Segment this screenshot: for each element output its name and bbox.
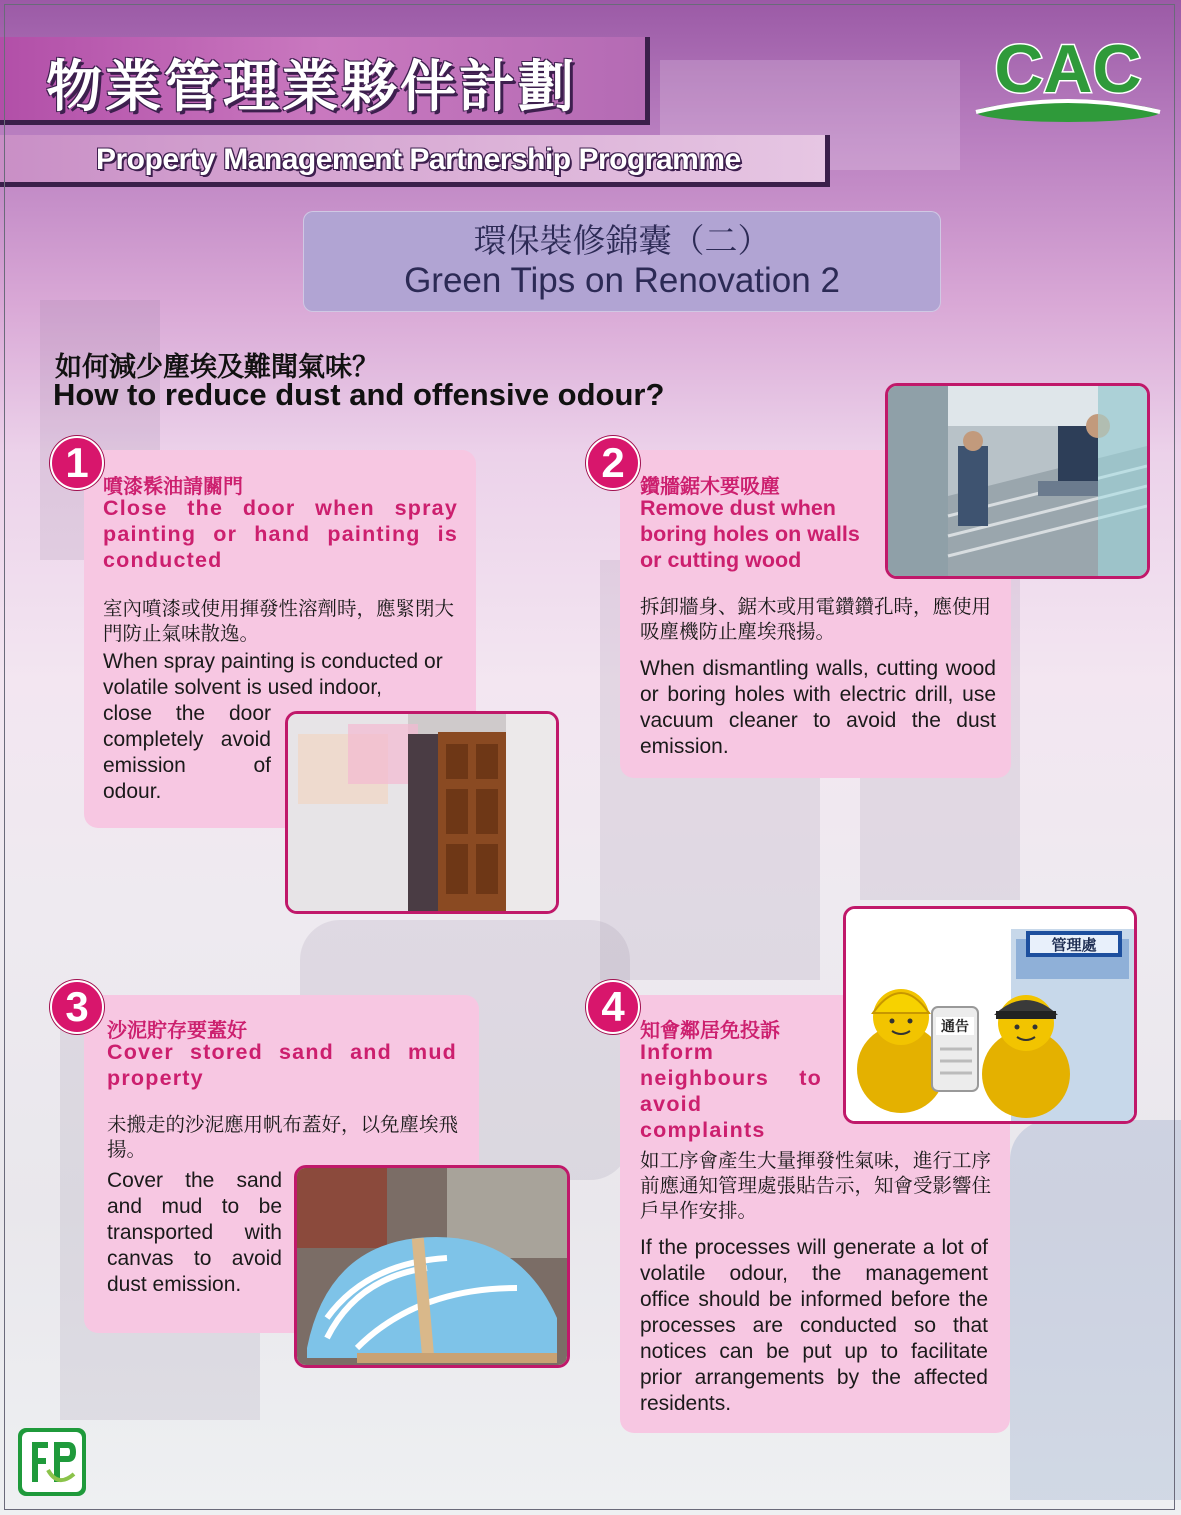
- tip-number-2: 2: [586, 436, 640, 490]
- tip-number-3: 3: [50, 980, 104, 1034]
- tip-1-body-zh: 室內噴漆或使用揮發性溶劑時，應緊閉大門防止氣味散逸。: [103, 597, 455, 645]
- tip-4-body-zh: 如工序會產生大量揮發性氣味，進行工序前應通知管理處張貼告示，知會受影響住戶早作安排。: [640, 1149, 992, 1222]
- question-zh: 如何減少塵埃及難聞氣味？: [55, 352, 379, 383]
- epd-logo: [18, 1428, 86, 1496]
- tip-1-body-en-b: close the door completely avoid emission of odour.: [103, 702, 271, 803]
- photo-stairs: [885, 383, 1150, 579]
- bg-worker: [1010, 1120, 1181, 1500]
- page-title-en: Property Management Partnership Programme: [96, 143, 741, 176]
- cac-logo-text: CAC: [994, 31, 1142, 107]
- tip-4-body-en: If the processes will generate a lot of volatile odour, the management office should be informed before the processes are conducted so that notices can be put up to facilitate prior arrangements by the affected residents.: [640, 1236, 988, 1415]
- illustration-management-office: [843, 906, 1137, 1124]
- tip-4-heading-en: Inform neighbours to avoid complaints: [640, 1040, 822, 1142]
- banner-title-zh: 環保裝修錦囊（二）: [473, 221, 771, 260]
- tip-3-body-zh: 未搬走的沙泥應用帆布蓋好，以免塵埃飛揚。: [107, 1113, 459, 1161]
- stairs-illustration: [888, 386, 1147, 576]
- tip-number-1: 1: [50, 436, 104, 490]
- tip-number-4: 4: [586, 980, 640, 1034]
- tip-1-heading-zh: 噴漆髹油請關門: [103, 474, 243, 498]
- tip-3-heading-en: Cover stored sand and mud property: [107, 1040, 457, 1090]
- photo-door: [285, 711, 559, 914]
- door-illustration: [288, 714, 556, 911]
- tip-4-heading-zh: 知會鄰居免投訴: [640, 1018, 780, 1042]
- tip-2-body-zh: 拆卸牆身、鋸木或用電鑽鑽孔時，應使用吸塵機防止塵埃飛揚。: [640, 595, 992, 643]
- topic-banner: [303, 211, 941, 312]
- tip-3-heading-zh: 沙泥貯存要蓋好: [107, 1018, 247, 1042]
- subtitle-bar: [0, 135, 830, 187]
- tip-2-heading-en: Remove dust when boring holes on walls or cutting wood: [640, 496, 860, 572]
- tip-1-heading-en: Close the door when spray painting or hand painting is conducted: [103, 496, 458, 572]
- title-bar: [0, 37, 650, 125]
- epd-logo-text: EPD: [50, 1494, 54, 1495]
- tip-1-body-en-a: When spray painting is conducted or volatile solvent is used indoor,: [103, 650, 443, 699]
- tip-2-heading-zh: 鑽牆鋸木要吸塵: [640, 474, 780, 498]
- page-title-zh: 物業管理業夥伴計劃: [46, 55, 577, 120]
- office-sign: 管理處: [1051, 936, 1097, 954]
- tip-2-body-en: When dismantling walls, cutting wood or boring holes with electric drill, use vacuum cleaner to avoid the dust emission.: [640, 657, 996, 758]
- cac-logo: [972, 30, 1164, 124]
- tip-3-body-en: Cover the sand and mud to be transported with canvas to avoid dust emission.: [107, 1169, 282, 1296]
- photo-covered-sand: [294, 1165, 570, 1368]
- question-en: How to reduce dust and offensive odour?: [53, 377, 665, 412]
- office-illustration: [846, 909, 1134, 1121]
- covered-sand-illustration: [297, 1168, 567, 1365]
- banner-title-en: Green Tips on Renovation 2: [404, 261, 840, 300]
- notice-label: 通告: [941, 1019, 969, 1035]
